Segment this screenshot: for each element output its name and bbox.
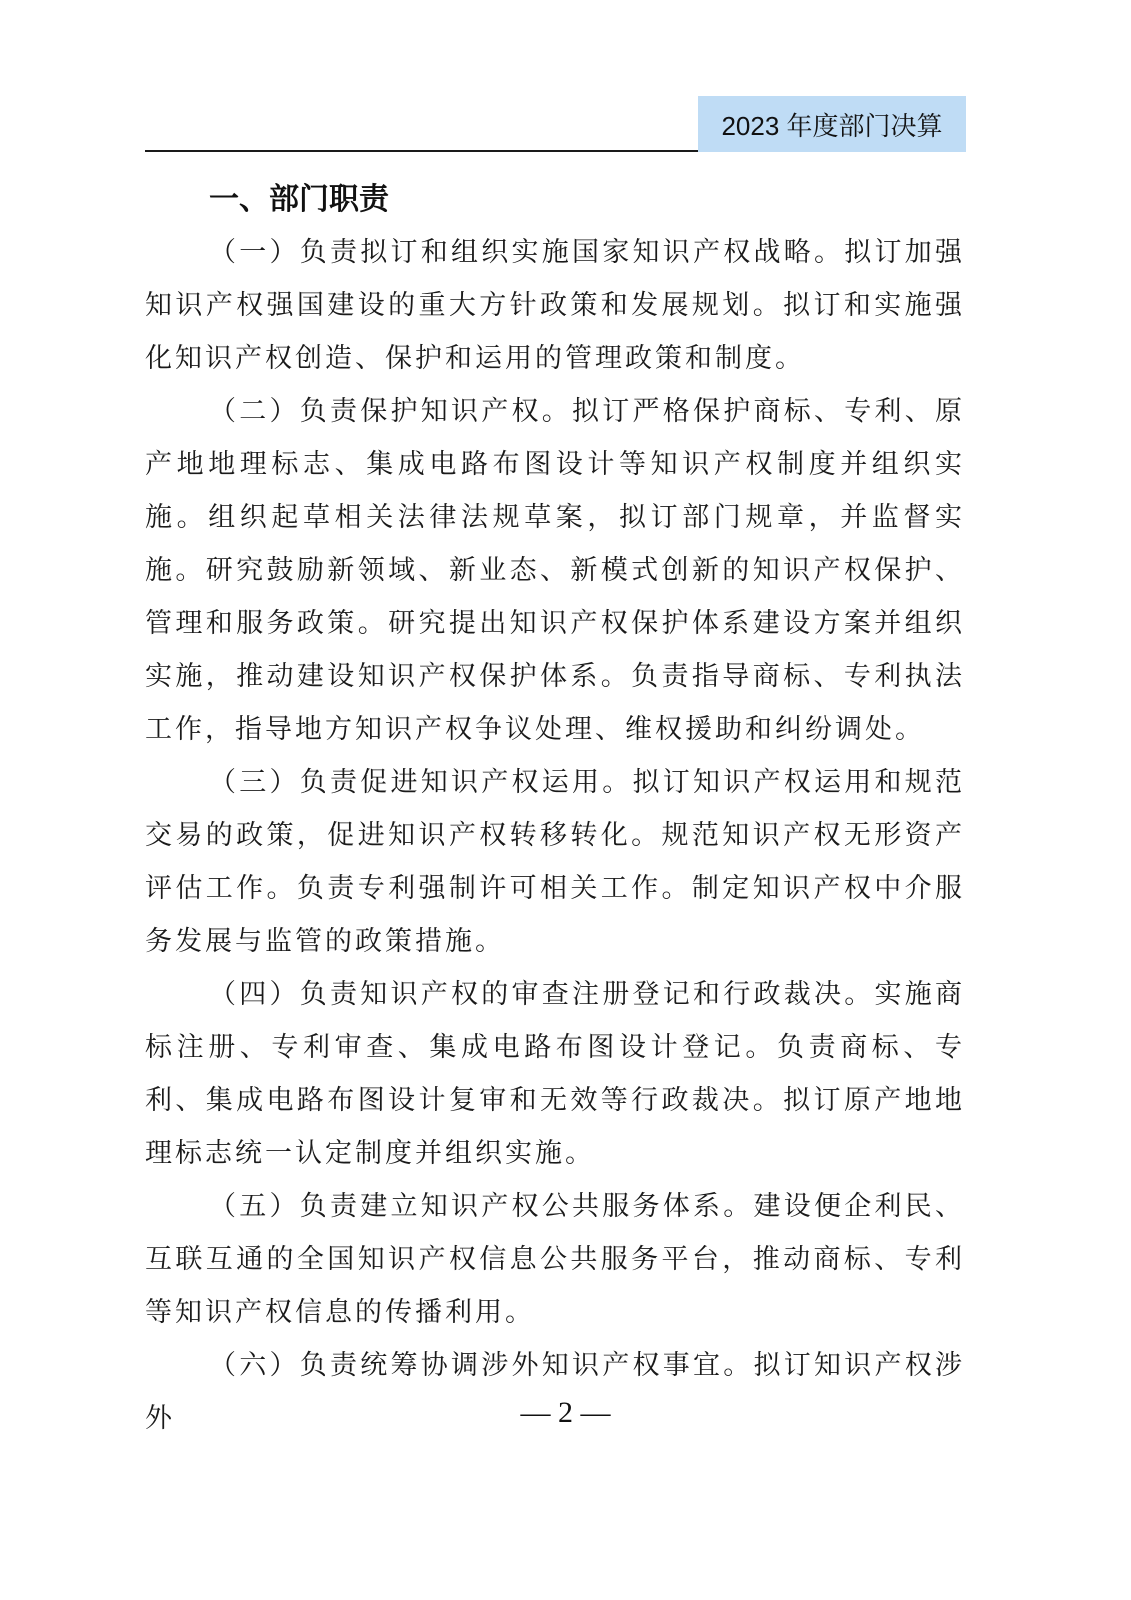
paragraph-1: （一）负责拟订和组织实施国家知识产权战略。拟订加强知识产权强国建设的重大方针政策和发展规划。拟订和实施强化知识产权创造、保护和运用的管理政策和制度。 [145,237,965,374]
paragraph-5: （五）负责建立知识产权公共服务体系。建设便企利民、互联互通的全国知识产权信息公共服务平台，推动商标、专利等知识产权信息的传播利用。 [145,1191,965,1328]
paragraph-4: （四）负责知识产权的审查注册登记和行政裁决。实施商标注册、专利审查、集成电路布图设计登记。负责商标、专利、集成电路布图设计复审和无效等行政裁决。拟订原产地地理标志统一认定制度并组织实施。 [145,979,965,1169]
paragraph-6: （六）负责统筹协调涉外知识产权事宜。拟订知识产权涉外 [145,1350,965,1434]
document-body [145,176,965,1445]
section-heading: 一、部门职责 [209,182,389,217]
page-number: — 2 — [520,1396,611,1429]
header-badge: 2023 年度部门决算 [698,96,966,152]
paragraph-2: （二）负责保护知识产权。拟订严格保护商标、专利、原产地地理标志、集成电路布图设计等知识产权制度并组织实施。组织起草相关法律法规草案，拟订部门规章，并监督实施。研究鼓励新领域、新业态、新模式创新的知识产权保护、管理和服务政策。研究提出知识产权保护体系建设方案并组织实施，推动建设知识产权保护体系。负责指导商标、专利执法工作，指导地方知识产权争议处理、维权援助和纠纷调处。 [145,396,965,745]
paragraph-3: （三）负责促进知识产权运用。拟订知识产权运用和规范交易的政策，促进知识产权转移转化。规范知识产权无形资产评估工作。负责专利强制许可相关工作。制定知识产权中介服务发展与监管的政策措施。 [145,767,965,957]
